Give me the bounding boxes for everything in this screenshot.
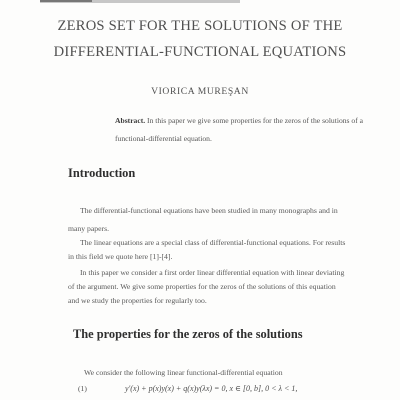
intro-line: In this paper we consider a first order linear differential equation with linear deviating (80, 268, 345, 277)
abstract-label: Abstract. (115, 116, 146, 125)
intro-line: many papers. (68, 224, 109, 233)
abstract-line-2: functional-differential equation. (115, 134, 212, 143)
intro-line: The linear equations are a special class of differential-functional equations. For results (80, 238, 346, 247)
intro-line: of the argument. We give some properties for the zeros of the solutions of this equation (68, 282, 336, 291)
intro-line: The differential-functional equations have been studied in many monographs and in (80, 206, 338, 215)
paper-title-line-1: ZEROS SET FOR THE SOLUTIONS OF THE (57, 18, 343, 34)
paper-title-line-2: DIFFERENTIAL-FUNCTIONAL EQUATIONS (53, 44, 347, 60)
intro-line: in this field we quote here [1]-[4]. (68, 252, 173, 261)
author-name: VIORICA MUREŞAN (151, 86, 249, 97)
section-heading-introduction: Introduction (68, 166, 136, 180)
equation-text: y′(x) + p(x)y(x) + q(x)y(λx) = 0, x ∈ [0, b], 0 < λ < 1, (125, 384, 298, 393)
properties-intro-line: We consider the following linear functional-differential equation (84, 368, 283, 377)
intro-line: and we study the properties for regularly too. (68, 296, 207, 305)
equation-1 (0, 384, 400, 398)
abstract-text-1: In this paper we give some properties for the zeros of the solutions of a (145, 116, 363, 125)
section-heading-properties: The properties for the zeros of the solutions (73, 327, 303, 341)
scan-header-mark-dark (40, 0, 92, 2)
equation-number: (1) (78, 384, 87, 393)
abstract-line-1 (115, 116, 363, 125)
